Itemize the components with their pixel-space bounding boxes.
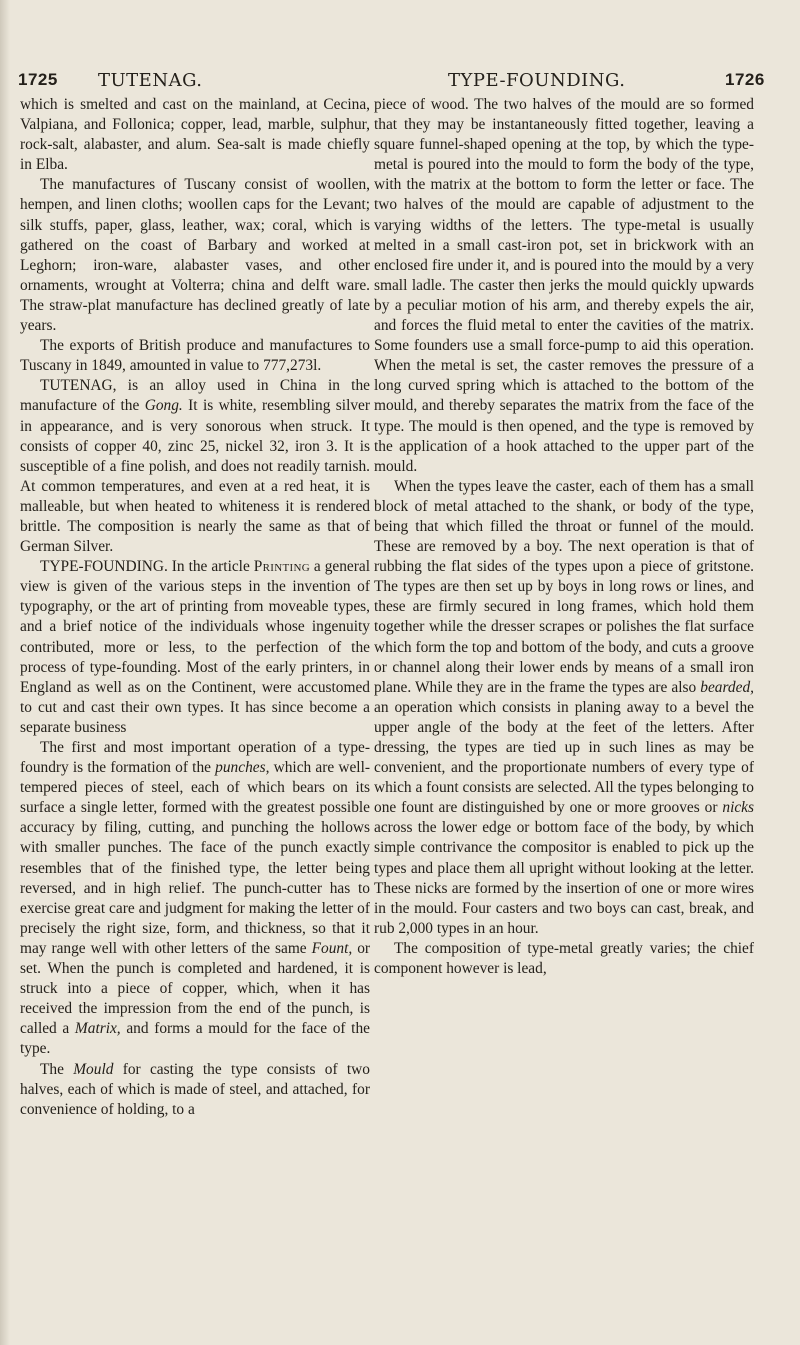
- paragraph-type-metal: The composition of type-metal greatly varies; the chief component however is lead,: [374, 939, 754, 978]
- paragraph-dressing: When the types leave the caster, each of them has a small block of metal attached to the shank, or body of the type, being that which filled the throat or funnel of the mould. These are removed by a boy. The next operation is that of rubbing the flat sides of the types upon a piece of gritstone. The types are then set up by boys in long rows or lines, and these are firmly secured in long frames, which hold them together while the dresser scrapes or polishes the flat surface which form the top and bottom of the body, and cuts a groove or channel along their lower ends by means of a small iron plane. While they are in the frame the types are also bearded, an operation which consists in planing away to a bevel the upper angle of the body at the feet of the letters. After dressing, the types are tied up in such lines as may be convenient, and the proportionate numbers of every type of which a fount consists are selected. All the types belonging to one fount are distinguished by one or more grooves or nicks across the lower edge or bottom face of the body, by which simple contrivance the compositor is enabled to pick up the types and place them all upright without looking at the letter. These nicks are formed by the insertion of one or more wires in the mould. Four casters and two boys can cast, break, and rub 2,000 types in an hour.: [374, 477, 754, 937]
- term-nicks: nicks: [722, 799, 754, 817]
- link-printing[interactable]: Printing: [253, 558, 310, 576]
- left-page-number: 1725: [18, 70, 58, 89]
- entry-heading-tutenag: TUTENAG,: [40, 377, 117, 395]
- paragraph-mould: The Mould for casting the type consists of two halves, each of which is made of steel, and attached, for convenience of holding, to a: [20, 1060, 370, 1118]
- entry-tutenag: TUTENAG, is an alloy used in China in the manufacture of the Gong. It is white, resembling silver in appearance, and is very sonorous when struck. It consists of copper 40, zinc 25, nickel 32, iron 3. It is susceptible of a fine polish, and does not readily tarnish. At common temperatures, and even at a red heat, it is malleable, but when heated to whiteness it is rendered brittle. The composition is nearly the same as that of German Silver.: [20, 377, 370, 556]
- term-matrix: Matrix,: [74, 1020, 121, 1038]
- entry-type-founding: TYPE-FOUNDING. In the article Printing a general view is given of the various steps in the invention of typography, or the art of printing from moveable types, and a brief notice of the individuals whose ingenuity contributed, more or less, to the perfection of the process of type-founding. Most of the early printers, in England as well as on the Continent, were accustomed to cut and cast their own types. It has since become a separate business: [20, 558, 370, 736]
- paragraph-tuscany-minerals: which is smelted and cast on the mainland, at Cecina, Valpiana, and Follonica; copper, lead, marble, sulphur, rock-salt, alabaster, and alum. Sea-salt is made chiefly in Elba.: [20, 96, 370, 174]
- term-bearded: bearded,: [700, 678, 754, 696]
- left-running-title: TUTENAG.: [98, 70, 203, 91]
- paragraph-tuscany-manufactures: The manufactures of Tuscany consist of woollen, hempen, and linen cloths; woollen caps for the Levant; silk stuffs, paper, glass, leather, wax; coral, which is gathered on the coast of Barbary and worked at Leghorn; iron-ware, alabaster vases, and other ornaments, wrought at Volterra; china and delft ware. The straw-plat manufacture has declined greatly of late years.: [20, 176, 370, 335]
- paragraph-tuscany-exports: The exports of British produce and manufactures to Tuscany in 1849, amounted in value to 777,273l.: [20, 337, 370, 375]
- term-punches: punches,: [215, 759, 270, 777]
- entry-heading-type-founding: TYPE-FOUNDING.: [40, 558, 168, 576]
- paragraph-casting: piece of wood. The two halves of the mould are so formed that they may be instantaneously fitted together, leaving a square funnel-shaped opening at the top, by which the type-metal is poured into the mould to form the body of the type, with the matrix at the bottom to form the letter or face. The two halves of the mould are capable of adjustment to the varying widths of the letters. The type-metal is usually melted in a small cast-iron pot, set in brickwork with an enclosed fire under it, and is poured into the mould by a very small ladle. The caster then jerks the mould quickly upwards by a peculiar motion of his arm, and thereby expels the air, and forces the fluid metal to enter the cavities of the matrix. Some founders use a small force-pump to aid this operation. When the metal is set, the caster removes the pressure of a long curved spring which is attached to the bottom of the mould, and thereby separates the matrix from the face of the type. The mould is then opened, and the type is removed by the application of a hook attached to the upper part of the mould.: [374, 96, 754, 475]
- right-column: [374, 95, 754, 1335]
- binding-edge: [0, 0, 10, 1345]
- term-fount: Fount,: [311, 939, 353, 957]
- right-page-number: 1726: [725, 70, 765, 89]
- term-mould: Mould: [73, 1060, 114, 1078]
- link-gong[interactable]: Gong.: [144, 397, 183, 415]
- paragraph-punches: The first and most important operation of a type-foundry is the formation of the punches, which are well-tempered pieces of steel, each of which bears on its surface a single letter, formed with the greatest possible accuracy by filing, cutting, and punching the hollows with smaller punches. The face of the punch exactly resembles that of the finished type, the letter being reversed, and in high relief. The punch-cutter has to exercise great care and judgment for making the letter of precisely the right size, form, and thickness, so that it may range well with other letters of the same Fount, or set. When the punch is completed and hardened, it is struck into a piece of copper, which, when it has received the impression from the end of the punch, is called a Matrix, and forms a mould for the face of the type.: [20, 739, 370, 1058]
- left-column: [20, 95, 370, 1335]
- right-running-title: TYPE-FOUNDING.: [448, 70, 626, 91]
